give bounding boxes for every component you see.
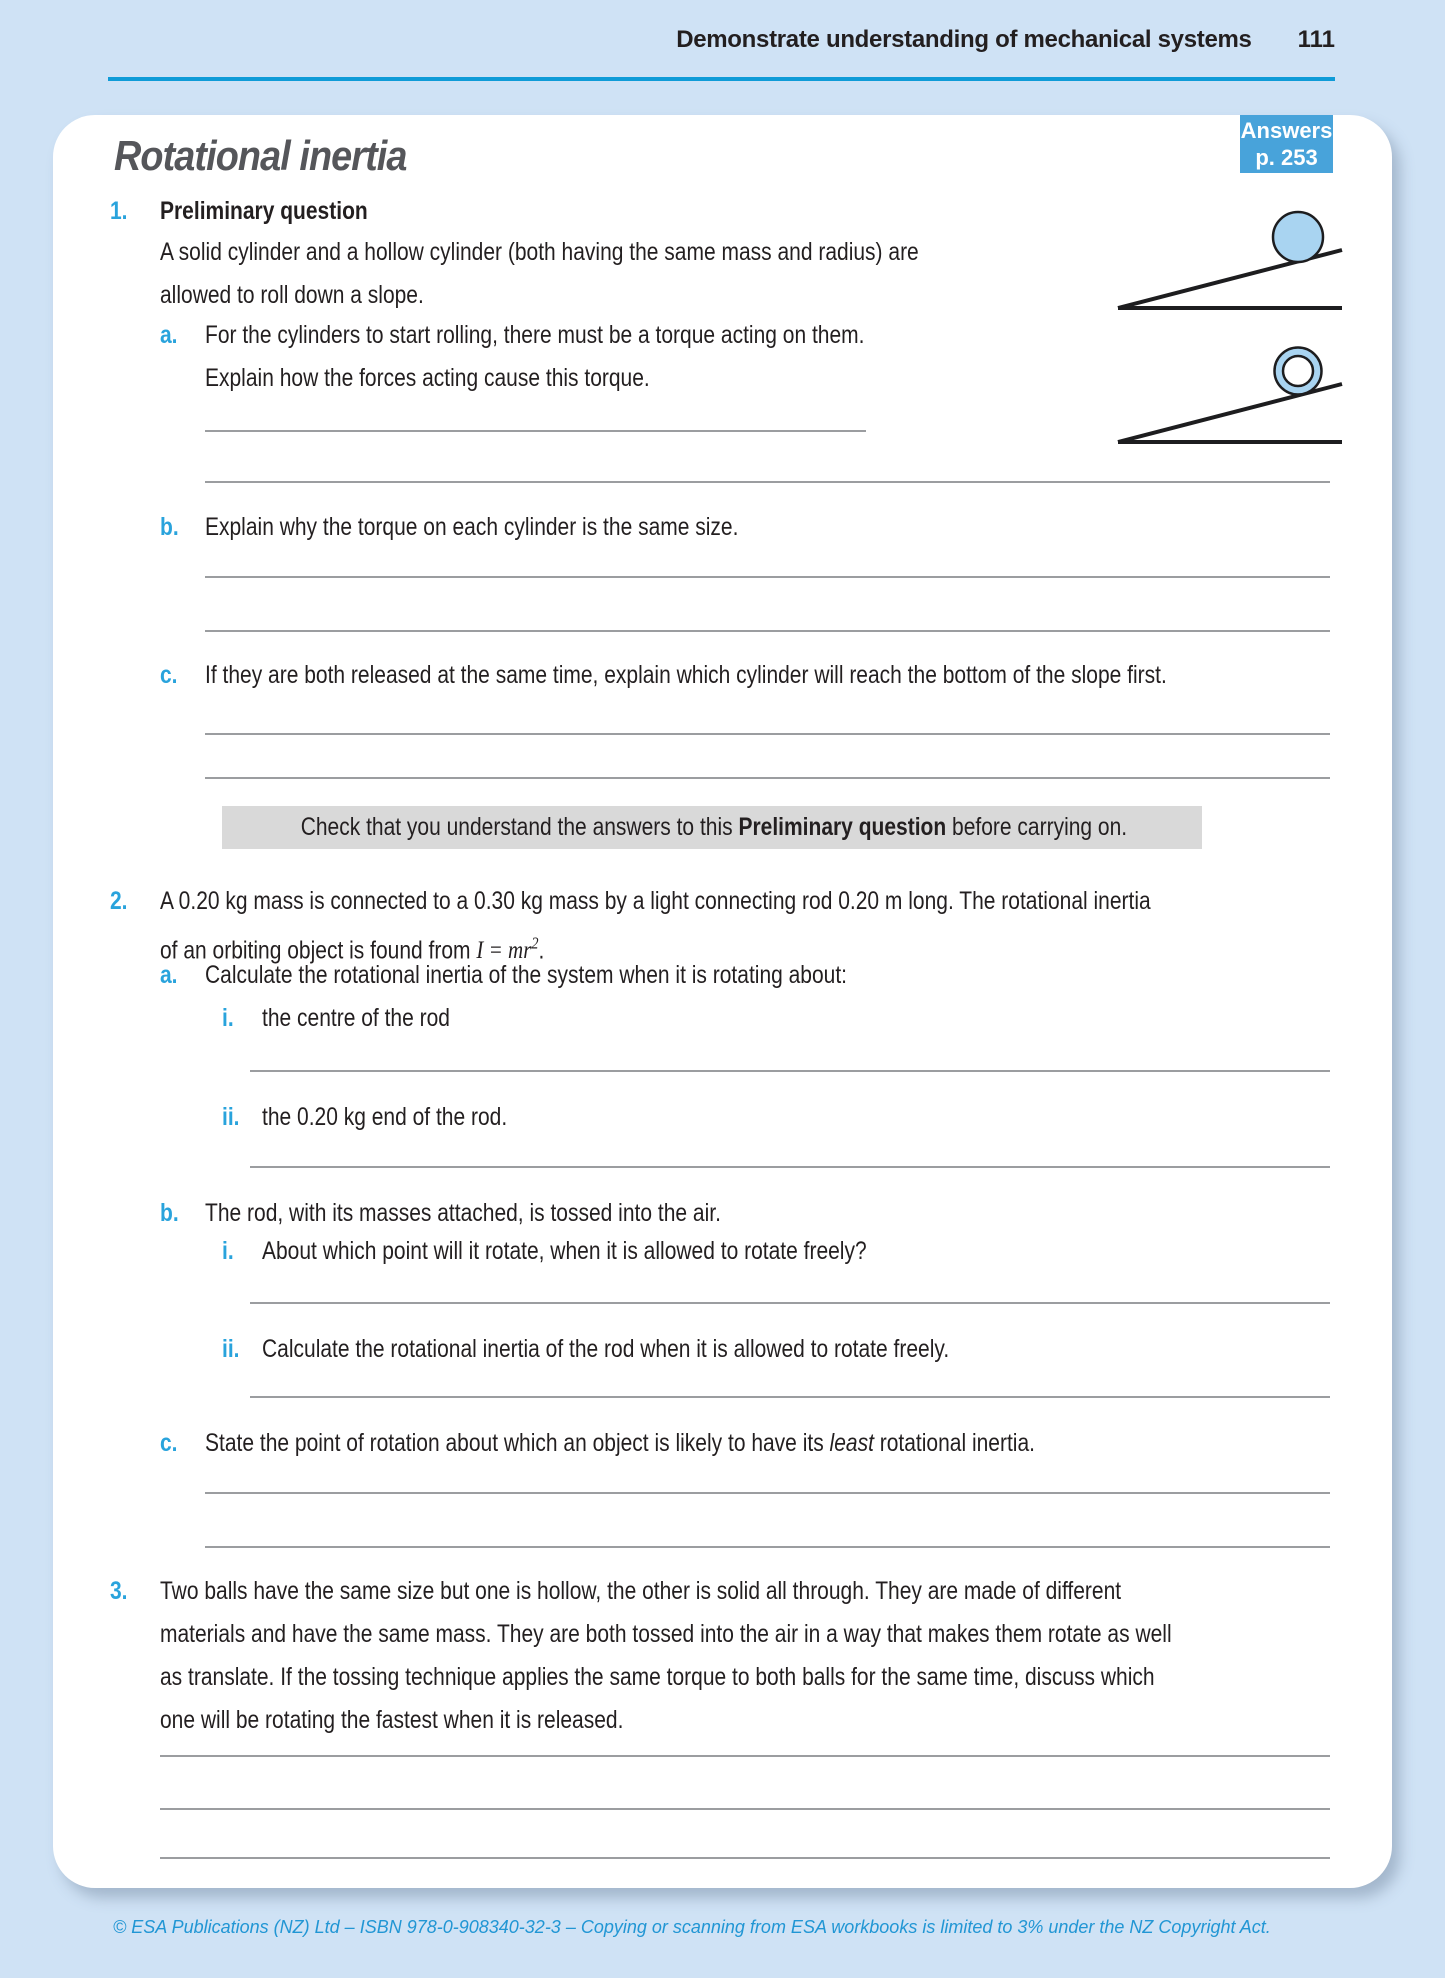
q3-text-line2: materials and have the same mass. They are both tossed into the air in a way that makes them rotate as well	[160, 1620, 1172, 1648]
q2b-i-answer-line	[250, 1302, 1330, 1304]
q3-text-line4: one will be rotating the fastest when it is released.	[160, 1706, 624, 1734]
q2a-i-answer-line	[250, 1070, 1330, 1072]
hollow-cylinder-inner-icon	[1283, 356, 1313, 386]
formula-exponent: 2	[531, 934, 539, 953]
q2-intro-line2-text: of an orbiting object is found from	[160, 936, 477, 965]
q2b-ii-answer-line	[250, 1396, 1330, 1398]
q1a-answer-line-1	[205, 430, 866, 432]
q2a-ii-text: the 0.20 kg end of the rod.	[262, 1103, 508, 1131]
q1a-label: a.	[160, 321, 178, 349]
q2c-suffix: rotational inertia.	[873, 1429, 1035, 1457]
q1b-answer-line-1	[205, 576, 1330, 578]
answers-badge	[1240, 115, 1333, 173]
q2c-answer-line-2	[205, 1546, 1330, 1548]
q3-answer-line-2	[160, 1808, 1330, 1810]
q2-number: 2.	[110, 887, 128, 915]
q1b-label: b.	[160, 513, 179, 541]
header-rule	[108, 77, 1335, 81]
answers-badge-line2: p. 253	[1255, 145, 1318, 170]
q2b-text: The rod, with its masses attached, is tossed into the air.	[205, 1199, 721, 1227]
q2c-label: c.	[160, 1429, 178, 1457]
solid-cylinder-diagram	[1118, 212, 1342, 308]
q1-intro-line2: allowed to roll down a slope.	[160, 281, 424, 309]
q2c-prefix: State the point of rotation about which an object is likely to have its	[205, 1429, 830, 1457]
q2b-i-label: i.	[222, 1237, 234, 1265]
copyright-footer: © ESA Publications (NZ) Ltd – ISBN 978-0-908340-32-3 – Copying or scanning from ESA workbooks is limited to 3% under the NZ Copyright Act.	[113, 1917, 1271, 1937]
q1a-text-line1: For the cylinders to start rolling, there must be a torque acting on them.	[205, 321, 865, 349]
q1-intro-line1: A solid cylinder and a hollow cylinder (both having the same mass and radius) are	[160, 238, 919, 266]
q1c-answer-line-1	[205, 733, 1330, 735]
section-title: Rotational inertia	[114, 132, 407, 179]
q2a-i-label: i.	[222, 1004, 234, 1032]
q2a-text: Calculate the rotational inertia of the system when it is rotating about:	[205, 961, 848, 989]
chapter-title: Demonstrate understanding of mechanical systems	[676, 26, 1252, 53]
formula-period: .	[538, 936, 545, 965]
q2b-i-text: About which point will it rotate, when it is allowed to rotate freely?	[262, 1237, 867, 1265]
q3-answer-line-3	[160, 1857, 1330, 1859]
q1b-text: Explain why the torque on each cylinder is the same size.	[205, 513, 739, 541]
check-note-prefix: Check that you understand the answers to this	[300, 813, 739, 841]
check-note-bold: Preliminary question	[738, 813, 947, 841]
cylinder-slope-diagrams	[1100, 180, 1360, 460]
solid-cylinder-icon	[1273, 212, 1323, 262]
q2b-ii-text: Calculate the rotational inertia of the rod when it is allowed to rotate freely.	[262, 1335, 950, 1363]
hollow-cylinder-diagram	[1118, 348, 1342, 443]
q2a-label: a.	[160, 961, 178, 989]
formula-base: mr	[508, 937, 532, 965]
check-note	[222, 806, 1202, 849]
q1-number: 1.	[110, 197, 128, 225]
q2a-i-text: the centre of the rod	[262, 1004, 450, 1032]
q2a-ii-label: ii.	[222, 1103, 240, 1131]
q1a-text-line2: Explain how the forces acting cause this torque.	[205, 364, 650, 392]
q1a-answer-line-2	[205, 481, 1330, 483]
formula-var: I	[476, 937, 484, 965]
q3-text-line3: as translate. If the tossing technique applies the same torque to both balls for the same time, discuss which	[160, 1663, 1155, 1691]
q1-heading: Preliminary question	[160, 197, 368, 225]
q1c-answer-line-2	[205, 777, 1330, 779]
answers-badge-line1: Answers	[1240, 118, 1333, 143]
q2a-ii-answer-line	[250, 1166, 1330, 1168]
q1c-label: c.	[160, 661, 178, 689]
q1b-answer-line-2	[205, 630, 1330, 632]
q1c-text: If they are both released at the same time, explain which cylinder will reach the bottom of the slope first.	[205, 661, 1167, 689]
formula-equals: =	[483, 937, 509, 965]
q2c-answer-line-1	[205, 1492, 1330, 1494]
q3-text-line1: Two balls have the same size but one is hollow, the other is solid all through. They are made of different	[160, 1577, 1122, 1605]
q2c-text	[205, 1428, 1035, 1458]
page-header	[108, 26, 1335, 54]
q2b-label: b.	[160, 1199, 179, 1227]
check-note-text	[301, 806, 1127, 849]
check-note-suffix: before carrying on.	[946, 813, 1128, 841]
q2-intro-line1: A 0.20 kg mass is connected to a 0.30 kg mass by a light connecting rod 0.20 m long. The rotational inertia	[160, 887, 1151, 915]
q3-number: 3.	[110, 1577, 128, 1605]
q2c-italic-word: least	[829, 1429, 874, 1457]
q2b-ii-label: ii.	[222, 1335, 240, 1363]
page-number: 111	[1297, 26, 1335, 53]
q3-answer-line-1	[160, 1755, 1330, 1757]
